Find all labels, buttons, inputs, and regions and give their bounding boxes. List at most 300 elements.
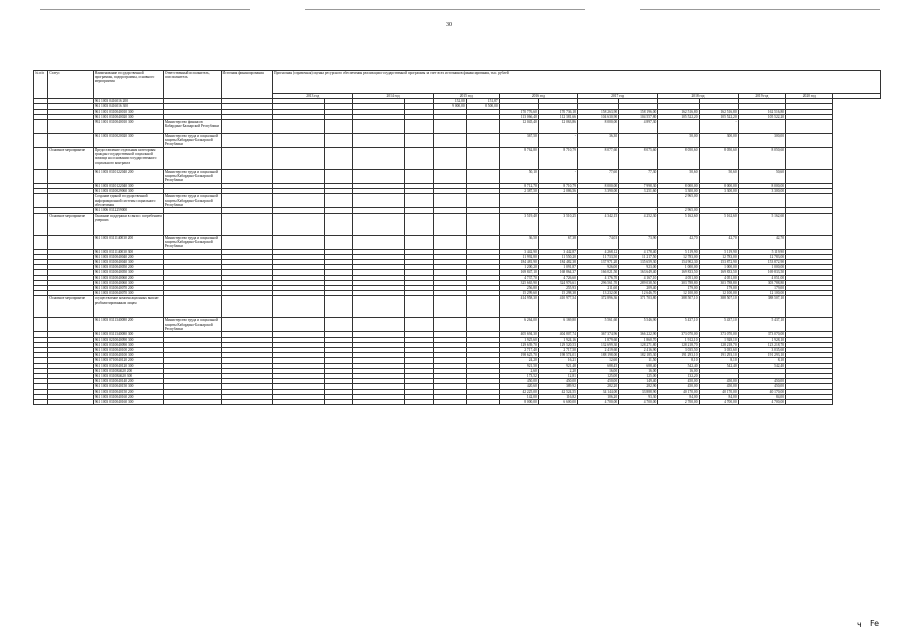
value-cell bbox=[353, 120, 405, 134]
value-cell: 450,00 bbox=[738, 384, 785, 389]
value-cell: 372 896,36 bbox=[577, 296, 618, 318]
value-cell bbox=[466, 120, 499, 134]
value-cell: 4 897,30 bbox=[619, 120, 658, 134]
value-cell bbox=[353, 213, 405, 235]
value-cell: 12 646,70 bbox=[619, 291, 658, 296]
table-row bbox=[34, 213, 881, 235]
value-cell: 105 522,20 bbox=[658, 114, 699, 119]
row-code: 961 1003 0416016 200 bbox=[93, 99, 163, 104]
row-code: 961 1003 0310040150 300 bbox=[93, 384, 163, 389]
row-name: Оказание поддержки в связи с погребением умерших bbox=[93, 213, 163, 235]
value-cell: 116,82 bbox=[538, 394, 577, 399]
value-cell: 158 263,90 bbox=[577, 109, 618, 114]
page-number: 30 bbox=[446, 22, 452, 28]
top-rule-left bbox=[40, 9, 250, 10]
value-cell: 5 546,90 bbox=[619, 318, 658, 332]
value-cell: 404 807,74 bbox=[538, 332, 577, 337]
value-cell: 123 218,70 bbox=[738, 342, 785, 347]
value-cell: 7 998,30 bbox=[619, 184, 658, 189]
value-cell: 162 516,80 bbox=[699, 109, 738, 114]
row-code: 961 1003 0310R4620 200 bbox=[93, 368, 163, 373]
value-cell: - bbox=[499, 208, 538, 213]
row-code: 961 1001 0310040020 300 bbox=[93, 114, 163, 119]
value-cell: 5 119,90 bbox=[738, 249, 785, 254]
value-cell: 2,60 bbox=[499, 368, 538, 373]
table-cell bbox=[34, 318, 48, 332]
year-spare bbox=[833, 94, 881, 99]
value-cell: 152,00 bbox=[433, 99, 466, 104]
value-cell: 3 300,00 bbox=[738, 189, 785, 194]
value-cell: 1 912,10 bbox=[658, 337, 699, 342]
value-cell: 125,00 bbox=[619, 374, 658, 379]
value-cell bbox=[466, 148, 499, 170]
row-executor: Министерство труда и социальной защиты Кабардино-Балкарской Республики bbox=[163, 170, 221, 184]
value-cell: 3 300,00 bbox=[699, 189, 738, 194]
value-cell bbox=[577, 194, 618, 208]
value-cell: 11 217,50 bbox=[619, 254, 658, 259]
value-cell: 921,48 bbox=[538, 363, 577, 368]
row-code: 961 1003 0310040100 300 bbox=[93, 353, 163, 358]
table-header bbox=[34, 71, 881, 94]
value-cell bbox=[353, 134, 405, 148]
value-cell: 300,00 bbox=[699, 134, 738, 148]
value-cell: 12 783,00 bbox=[738, 254, 785, 259]
row-name: Предоставление отдельным категориям граждан государственной социальной помощи на основании государственного социального контракта bbox=[93, 148, 163, 170]
value-cell: 1 928,10 bbox=[699, 337, 738, 342]
value-cell: 366 222,90 bbox=[619, 332, 658, 337]
value-cell: 42,70 bbox=[658, 235, 699, 249]
value-cell: 5 162,60 bbox=[738, 213, 785, 235]
row-code: 961 1003 0310040070 300 bbox=[93, 291, 163, 296]
col-source: Источник финансирования bbox=[221, 71, 273, 99]
value-cell: 9 000,00 bbox=[433, 104, 466, 109]
value-cell: 112 381,66 bbox=[538, 114, 577, 119]
value-cell: 542,40 bbox=[699, 363, 738, 368]
table-cell bbox=[786, 296, 833, 318]
value-cell bbox=[273, 318, 325, 332]
value-cell: 182 185,30 bbox=[619, 353, 658, 358]
row-code: 961 1003 0416016 300 bbox=[93, 104, 163, 109]
value-cell bbox=[433, 235, 466, 249]
value-cell: 12 100,00 bbox=[658, 291, 699, 296]
value-cell: 5 561,60 bbox=[577, 318, 618, 332]
value-cell: 3 519,40 bbox=[499, 213, 538, 235]
value-cell: 42 524,55 bbox=[538, 389, 577, 394]
value-cell bbox=[353, 318, 405, 332]
row-code: 961 1003 0310040040 200 bbox=[93, 254, 163, 259]
value-cell: 15 298,38 bbox=[538, 291, 577, 296]
value-cell bbox=[324, 235, 353, 249]
value-cell: 8,10 bbox=[738, 358, 785, 363]
value-cell: 8 712,70 bbox=[499, 184, 538, 189]
row-status bbox=[48, 400, 93, 405]
table-row bbox=[34, 194, 881, 208]
value-cell: 13 232,00 bbox=[577, 291, 618, 296]
value-cell: 8 075,60 bbox=[619, 148, 658, 170]
value-cell bbox=[324, 120, 353, 134]
value-cell: 2 387,50 bbox=[499, 189, 538, 194]
value-cell: 3 300,00 bbox=[658, 189, 699, 194]
table-cell bbox=[786, 194, 833, 208]
value-cell: 373 070,00 bbox=[699, 332, 738, 337]
value-cell bbox=[466, 194, 499, 208]
value-cell: 324 976,61 bbox=[538, 280, 577, 285]
value-cell: 36,30 bbox=[577, 134, 618, 148]
row-code: 961 1003 0310040160 300 bbox=[93, 400, 163, 405]
value-cell: 8,10 bbox=[658, 358, 699, 363]
budget-table bbox=[33, 70, 881, 405]
value-cell: 149,40 bbox=[619, 379, 658, 384]
value-cell: 4 342,15 bbox=[577, 213, 618, 235]
value-cell: 50,10 bbox=[499, 170, 538, 184]
value-cell bbox=[353, 170, 405, 184]
value-cell: 5 162,60 bbox=[699, 213, 738, 235]
row-code: 961 1003 0311340080 300 bbox=[93, 332, 163, 337]
year-2016: 2016 год bbox=[499, 94, 577, 99]
value-cell bbox=[404, 148, 433, 170]
value-cell: 191 293,10 bbox=[658, 353, 699, 358]
row-name: Создание единой государственной информационной системы социального обеспечения bbox=[93, 194, 163, 208]
value-cell: - bbox=[619, 208, 658, 213]
value-cell: 50,60 bbox=[658, 170, 699, 184]
row-code: 961 1006 0312259000 bbox=[93, 208, 163, 213]
value-cell: 8 050,60 bbox=[699, 148, 738, 170]
value-cell: 132 699,30 bbox=[577, 342, 618, 347]
value-cell: 4 252,30 bbox=[619, 213, 658, 235]
table-row bbox=[34, 170, 881, 184]
table-cell bbox=[34, 148, 48, 170]
value-cell: 8 000,00 bbox=[699, 184, 738, 189]
value-cell: 77,60 bbox=[577, 170, 618, 184]
value-cell: 450,00 bbox=[658, 379, 699, 384]
value-cell: 388 507,10 bbox=[658, 296, 699, 318]
table-cell bbox=[221, 235, 273, 249]
table-cell bbox=[786, 318, 833, 332]
value-cell bbox=[324, 194, 353, 208]
value-cell: 34 144,00 bbox=[577, 389, 618, 394]
value-cell: 1 000,00 bbox=[738, 265, 785, 270]
value-cell: 105 522,20 bbox=[738, 114, 785, 119]
value-cell: 450,00 bbox=[538, 379, 577, 384]
value-cell: 129 520,53 bbox=[538, 342, 577, 347]
value-cell: 8 000,00 bbox=[738, 184, 785, 189]
value-cell: 296 561,70 bbox=[577, 280, 618, 285]
row-code: 961 1003 0310040050 200 bbox=[93, 265, 163, 270]
value-cell: 74,03 bbox=[577, 235, 618, 249]
value-cell: 36,50 bbox=[499, 235, 538, 249]
value-cell: 282,90 bbox=[619, 384, 658, 389]
value-cell bbox=[324, 148, 353, 170]
value-cell: 300,00 bbox=[738, 134, 785, 148]
value-cell bbox=[499, 194, 538, 208]
year-2015: 2015 год bbox=[433, 94, 499, 99]
value-cell bbox=[466, 318, 499, 332]
row-status bbox=[48, 235, 93, 249]
value-cell: 105 522,20 bbox=[699, 114, 738, 119]
table-cell bbox=[34, 400, 48, 405]
row-status: Основное мероприятие bbox=[48, 213, 93, 235]
value-cell: 173,52 bbox=[499, 374, 538, 379]
value-cell: 2 965,00 bbox=[658, 208, 699, 213]
value-cell: 129 639,70 bbox=[499, 342, 538, 347]
value-cell: 169 833,50 bbox=[738, 270, 785, 275]
value-cell: 3 390,00 bbox=[577, 189, 618, 194]
value-cell bbox=[404, 170, 433, 184]
value-cell: 12,60 bbox=[577, 358, 618, 363]
value-cell: 16,21 bbox=[538, 358, 577, 363]
value-cell: 1 860,70 bbox=[619, 337, 658, 342]
value-cell: 12 783,00 bbox=[699, 254, 738, 259]
value-cell bbox=[433, 170, 466, 184]
table-cell bbox=[221, 148, 273, 170]
value-cell: 15 299,60 bbox=[499, 291, 538, 296]
value-cell: 921,50 bbox=[499, 363, 538, 368]
value-cell: 5 162,60 bbox=[658, 213, 699, 235]
value-cell: 1 924,16 bbox=[538, 337, 577, 342]
value-cell: 3 442,90 bbox=[499, 249, 538, 254]
value-cell: 179,00 bbox=[658, 286, 699, 291]
value-cell: 6 600,00 bbox=[538, 400, 577, 405]
row-code: 961 1003 0310R4620 300 bbox=[93, 374, 163, 379]
value-cell: 128 218,70 bbox=[699, 342, 738, 347]
value-cell: 12,81 bbox=[538, 374, 577, 379]
value-cell: 84,00 bbox=[699, 394, 738, 399]
value-cell: 191 293,10 bbox=[738, 353, 785, 358]
value-cell: 371 703,80 bbox=[619, 296, 658, 318]
value-cell: 42,70 bbox=[699, 235, 738, 249]
value-cell: 209,40 bbox=[619, 286, 658, 291]
value-cell: 8 710,79 bbox=[538, 184, 577, 189]
value-cell: 389,92 bbox=[538, 384, 577, 389]
value-cell bbox=[324, 296, 353, 318]
value-cell: 211,60 bbox=[577, 286, 618, 291]
value-cell: 8 000,00 bbox=[499, 400, 538, 405]
value-cell bbox=[466, 400, 499, 405]
value-cell bbox=[273, 213, 325, 235]
table-cell bbox=[34, 170, 48, 184]
value-cell: 188 198,00 bbox=[577, 353, 618, 358]
value-cell: 282,20 bbox=[577, 384, 618, 389]
table-row bbox=[34, 148, 881, 170]
table-cell bbox=[786, 235, 833, 249]
value-cell: 450,00 bbox=[499, 379, 538, 384]
value-cell: 8,10 bbox=[699, 358, 738, 363]
value-cell: 2 965,00 bbox=[658, 194, 699, 208]
value-cell: 450,00 bbox=[699, 379, 738, 384]
row-code: 961 1003 0710040120 200 bbox=[93, 358, 163, 363]
value-cell: 8 000,00 bbox=[577, 120, 618, 134]
year-2018: 2018 год bbox=[658, 94, 738, 99]
table-row bbox=[34, 235, 881, 249]
row-code: 961 1003 0311340080 200 bbox=[93, 318, 163, 332]
table-cell bbox=[786, 213, 833, 235]
row-code: 961 1003 0311140030 300 bbox=[93, 249, 163, 254]
value-cell: 12 045,40 bbox=[499, 120, 538, 134]
value-cell bbox=[404, 120, 433, 134]
value-cell: 12 100,00 bbox=[738, 291, 785, 296]
value-cell bbox=[273, 120, 325, 134]
value-cell bbox=[324, 318, 353, 332]
value-cell: 3 035,60 bbox=[738, 348, 785, 353]
value-cell: 388 507,10 bbox=[738, 296, 785, 318]
value-cell: 8 050,60 bbox=[738, 148, 785, 170]
value-cell: 5 119,90 bbox=[699, 249, 738, 254]
value-cell: 151,87 bbox=[466, 99, 499, 104]
value-cell: 50,60 bbox=[738, 170, 785, 184]
value-cell: 8 710,79 bbox=[538, 148, 577, 170]
value-cell: 169 833,50 bbox=[658, 270, 699, 275]
value-cell: 128 218,70 bbox=[658, 342, 699, 347]
value-cell: 8 000,00 bbox=[658, 184, 699, 189]
table-row bbox=[34, 134, 881, 148]
value-cell: 153 872,90 bbox=[738, 260, 785, 265]
value-cell: 132,20 bbox=[658, 374, 699, 379]
value-cell: 12 100,00 bbox=[699, 291, 738, 296]
value-cell bbox=[324, 213, 353, 235]
value-cell: 4 178,40 bbox=[619, 249, 658, 254]
row-name: осуществление компенсационных выплат реабилитированным лицам bbox=[93, 296, 163, 318]
value-cell bbox=[466, 213, 499, 235]
value-cell: 4 700,00 bbox=[577, 400, 618, 405]
value-cell: 191 293,10 bbox=[699, 353, 738, 358]
year-2019: 2019 год bbox=[738, 94, 785, 99]
value-cell: 8 762,80 bbox=[499, 148, 538, 170]
value-cell bbox=[433, 213, 466, 235]
value-cell: 8 077,60 bbox=[577, 148, 618, 170]
row-code: 961 1003 0310029060 300 bbox=[93, 189, 163, 194]
value-cell: 198 574,01 bbox=[538, 353, 577, 358]
value-cell bbox=[433, 318, 466, 332]
table-cell bbox=[221, 400, 273, 405]
value-cell: 255,93 bbox=[538, 286, 577, 291]
value-cell: 162 516,80 bbox=[738, 109, 785, 114]
row-executor bbox=[163, 400, 221, 405]
value-cell: - bbox=[538, 134, 577, 148]
top-rule-right bbox=[640, 9, 880, 10]
value-cell: 2 717,50 bbox=[538, 348, 577, 353]
value-cell bbox=[433, 194, 466, 208]
row-status bbox=[48, 194, 93, 208]
row-code: 961 1003 0310122040 300 bbox=[93, 184, 163, 189]
value-cell: 153 872,90 bbox=[699, 260, 738, 265]
value-cell: 11 550,20 bbox=[538, 254, 577, 259]
row-code: 961 1003 0310122040 200 bbox=[93, 170, 163, 184]
value-cell: 8 050,60 bbox=[658, 148, 699, 170]
row-code: 961 1003 0210040090 300 bbox=[93, 337, 163, 342]
row-status: Основное мероприятие bbox=[48, 148, 93, 170]
table-cell bbox=[34, 120, 48, 134]
value-cell: 128 271,80 bbox=[619, 342, 658, 347]
value-cell bbox=[273, 170, 325, 184]
value-cell: 688,40 bbox=[619, 363, 658, 368]
value-cell: 303 788,80 bbox=[658, 280, 699, 285]
row-status bbox=[48, 318, 93, 332]
table-cell bbox=[221, 296, 273, 318]
value-cell: 5 119,90 bbox=[658, 249, 699, 254]
value-cell: 162 516,80 bbox=[658, 109, 699, 114]
value-cell: 5 437,10 bbox=[738, 318, 785, 332]
table-row bbox=[34, 400, 881, 405]
value-cell: 135 659,30 bbox=[619, 260, 658, 265]
value-cell: 125,00 bbox=[577, 374, 618, 379]
value-cell: 170 736,18 bbox=[538, 109, 577, 114]
row-executor: Министерство труда и социальной защиты Кабардино-Балкарской Республики bbox=[163, 194, 221, 208]
value-cell: 40 170,00 bbox=[738, 389, 785, 394]
row-executor: Министерство труда и социальной защиты Кабардино-Балкарской Республики bbox=[163, 318, 221, 332]
value-cell: 198 625,70 bbox=[499, 353, 538, 358]
value-cell: 137 971,20 bbox=[577, 260, 618, 265]
table-cell bbox=[221, 120, 273, 134]
value-cell: 450,00 bbox=[699, 384, 738, 389]
value-cell: 4 700,00 bbox=[738, 400, 785, 405]
value-cell: 169 847,10 bbox=[499, 270, 538, 275]
value-cell: 923,00 bbox=[619, 265, 658, 270]
year-2014: 2014 год bbox=[353, 94, 433, 99]
table-row bbox=[34, 296, 881, 318]
value-cell: 405 694,30 bbox=[499, 332, 538, 337]
value-cell: 106,20 bbox=[577, 394, 618, 399]
value-cell: 542,40 bbox=[738, 363, 785, 368]
value-cell: 373 070,00 bbox=[738, 332, 785, 337]
value-cell: 450,00 bbox=[658, 384, 699, 389]
value-cell bbox=[273, 235, 325, 249]
table-cell bbox=[221, 170, 273, 184]
row-executor bbox=[163, 296, 221, 318]
value-cell: 104 557,80 bbox=[619, 114, 658, 119]
table-cell bbox=[34, 134, 48, 148]
value-cell: 303 788,80 bbox=[699, 280, 738, 285]
value-cell: 50,00 bbox=[658, 134, 699, 148]
table-cell bbox=[786, 134, 833, 148]
value-cell bbox=[273, 134, 325, 148]
value-cell bbox=[433, 148, 466, 170]
value-cell: - bbox=[699, 208, 738, 213]
value-cell: 3 035,60 bbox=[699, 348, 738, 353]
value-cell: 93,30 bbox=[619, 394, 658, 399]
value-cell: 1 000,00 bbox=[699, 265, 738, 270]
value-cell: - bbox=[538, 170, 577, 184]
value-cell: 6 169,80 bbox=[538, 318, 577, 332]
row-status bbox=[48, 120, 93, 134]
value-cell: 1 200,20 bbox=[499, 265, 538, 270]
value-cell: 84,00 bbox=[658, 394, 699, 399]
value-cell bbox=[433, 400, 466, 405]
value-cell: 450,00 bbox=[738, 379, 785, 384]
value-cell: 11 733,50 bbox=[577, 254, 618, 259]
value-cell: 4 167,10 bbox=[619, 275, 658, 280]
value-cell: 33 888,90 bbox=[619, 389, 658, 394]
value-cell bbox=[273, 400, 325, 405]
value-cell bbox=[273, 296, 325, 318]
value-cell: 2 086,56 bbox=[538, 189, 577, 194]
value-cell: 4 726,60 bbox=[538, 275, 577, 280]
value-cell: 388 507,10 bbox=[699, 296, 738, 318]
row-executor: Министерство труда и социальной защиты Кабардино-Балкарской Республики bbox=[163, 235, 221, 249]
value-cell: 414 958,30 bbox=[499, 296, 538, 318]
value-cell: 1 000,00 bbox=[658, 265, 699, 270]
value-cell: 163 649,40 bbox=[619, 270, 658, 275]
year-2017: 2017 год bbox=[577, 94, 657, 99]
row-executor: Министерство финансов Кабардино-Балкарской Республики bbox=[163, 120, 221, 134]
value-cell: 373 070,00 bbox=[658, 332, 699, 337]
value-cell: 16,00 bbox=[619, 368, 658, 373]
value-cell: 84,00 bbox=[738, 394, 785, 399]
value-cell: 8 500,00 bbox=[466, 104, 499, 109]
value-cell bbox=[353, 148, 405, 170]
value-cell: 169 833,50 bbox=[699, 270, 738, 275]
value-cell bbox=[466, 296, 499, 318]
value-cell bbox=[619, 194, 658, 208]
